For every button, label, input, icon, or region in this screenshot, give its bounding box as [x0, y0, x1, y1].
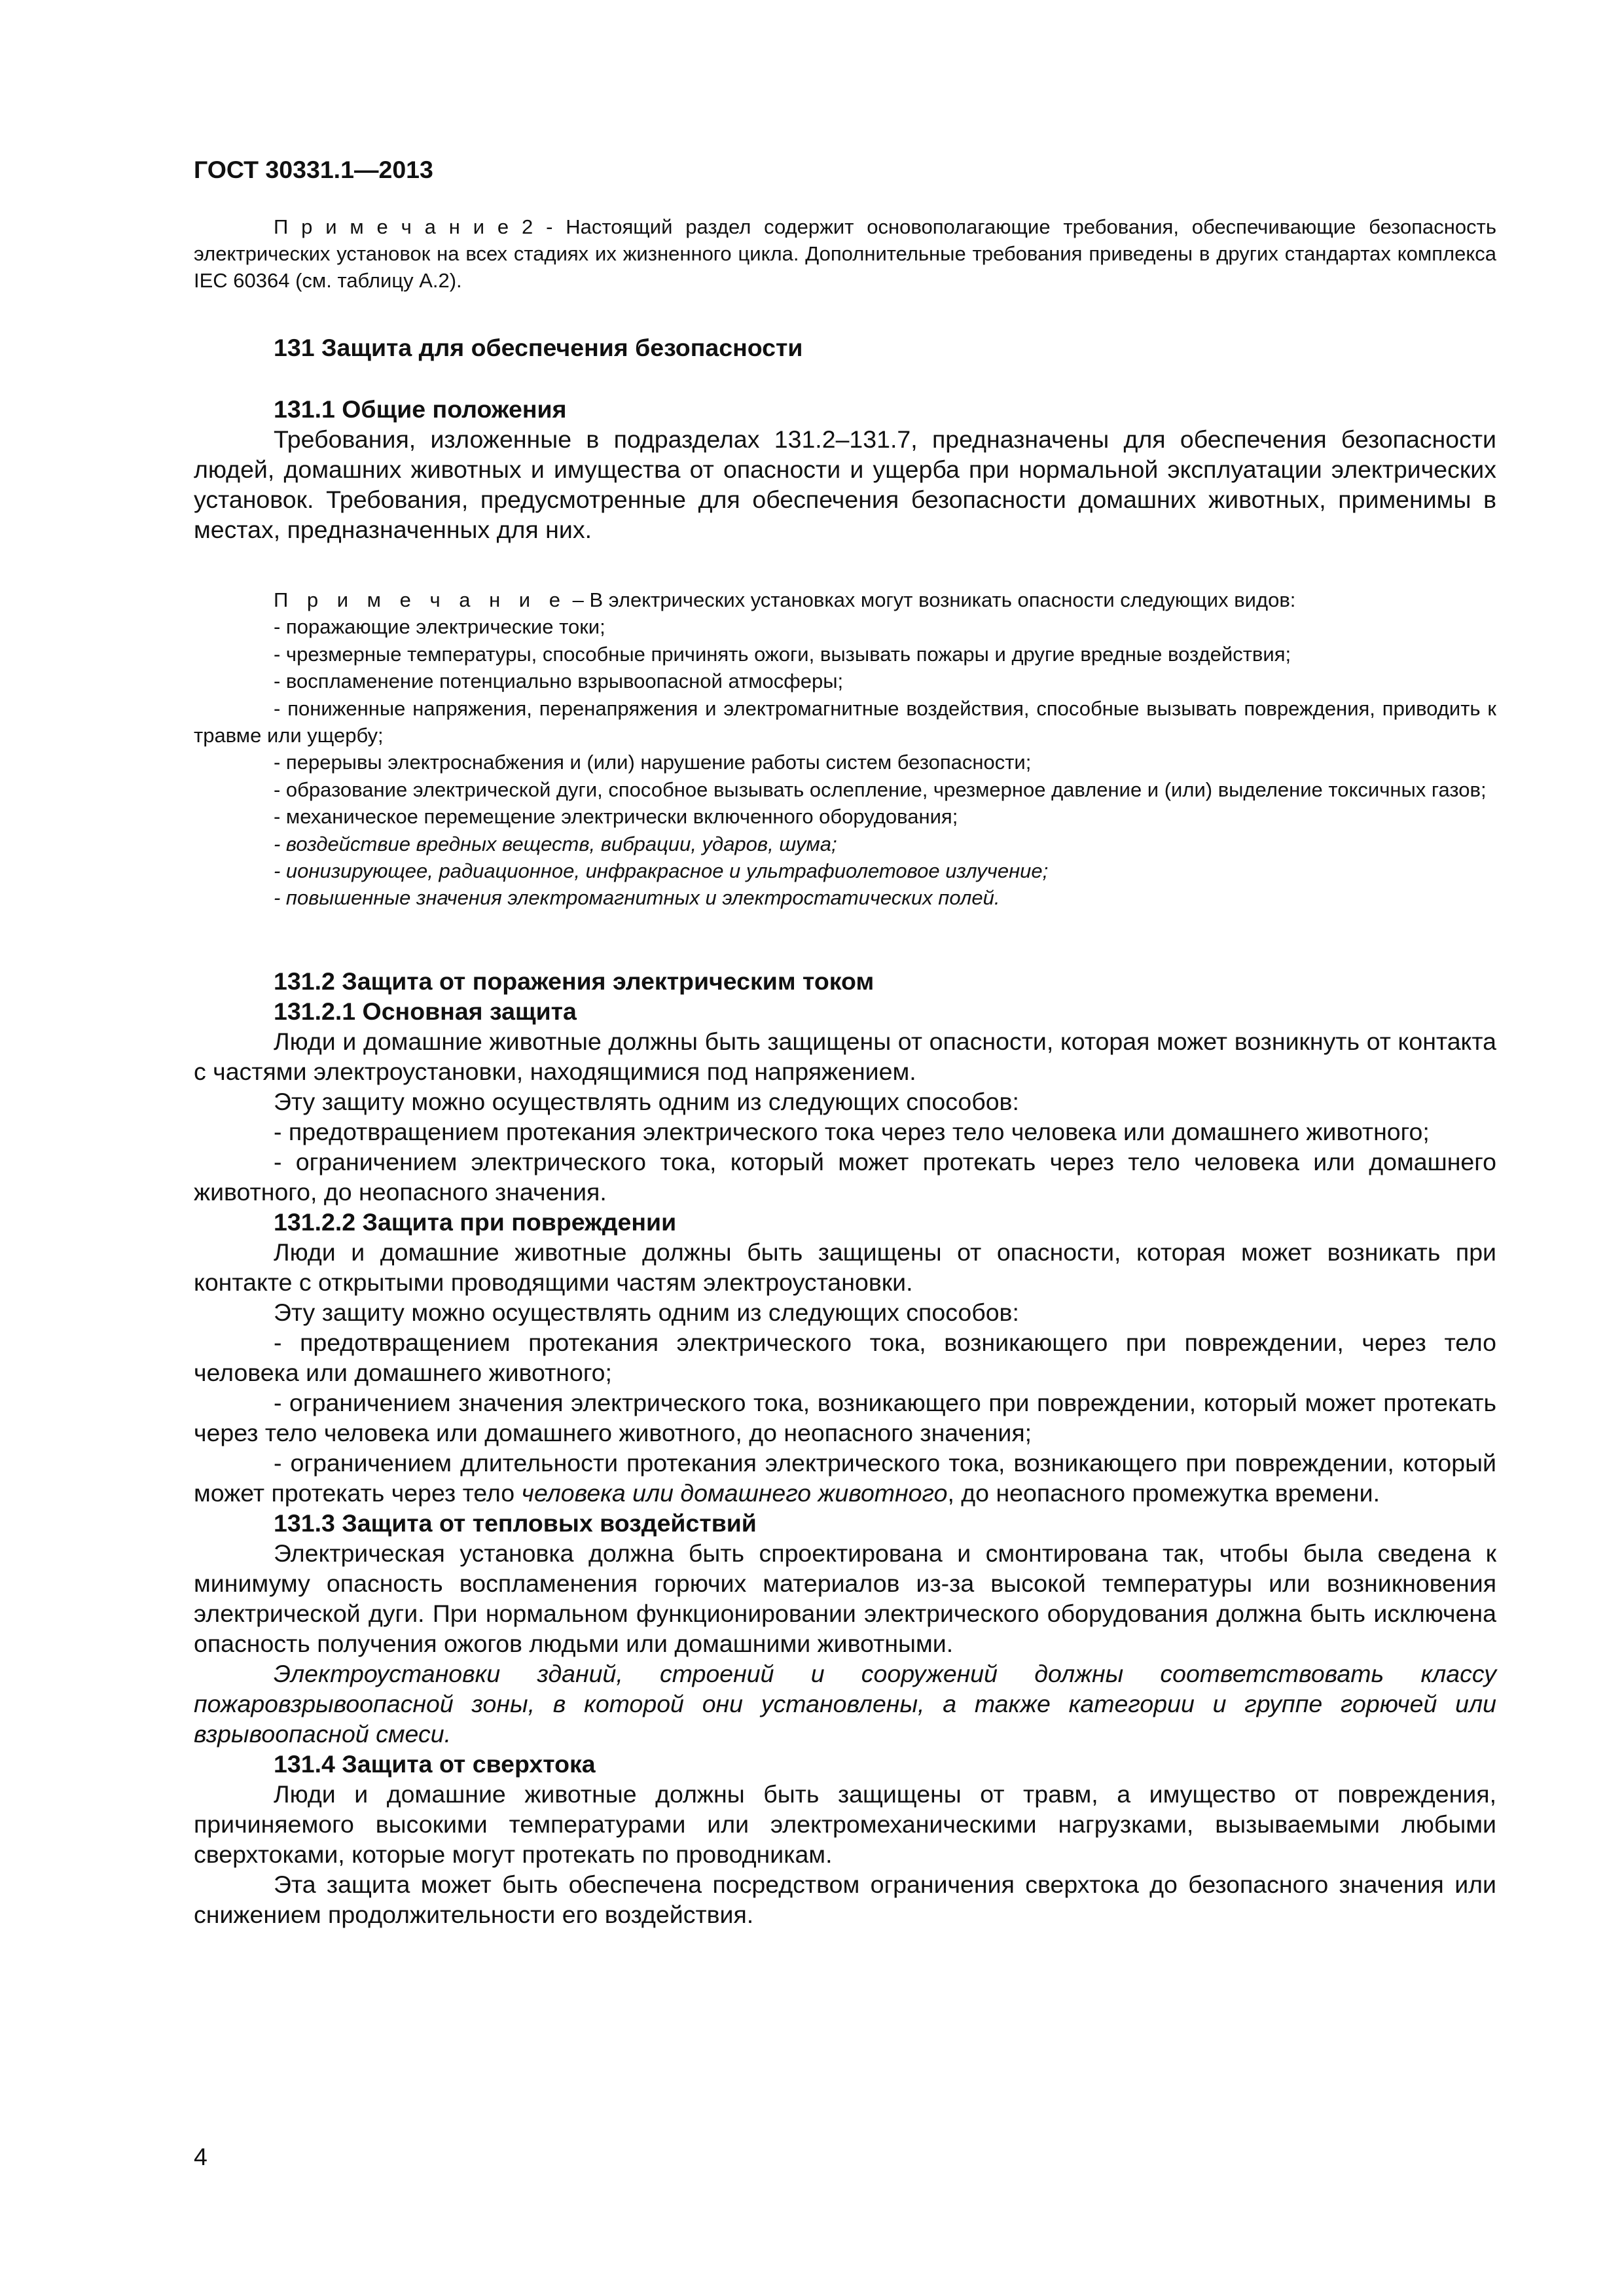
section-131-2-2-last-paragraph	[194, 1448, 1496, 1508]
section-131-3-heading: 131.3 Защита от тепловых воздействий	[274, 1509, 757, 1537]
page-number: 4	[194, 2143, 208, 2170]
note-hazards-intro-text: – В электрических установках могут возникать опасности следующих видов:	[566, 588, 1296, 611]
hazard-item: - поражающие электрические токи;	[274, 615, 605, 639]
document-code-header: ГОСТ 30331.1—2013	[194, 156, 433, 183]
hazard-item: - образование электрической дуги, способное вызывать ослепление, чрезмерное давление и (или) выделение токсичных газов;	[274, 778, 1487, 801]
note-2-text: - Настоящий раздел содержит основополагающие требования, обеспечивающие безопасность электрических установок на всех стадиях их жизненного цикла. Дополнительные требования приведены в других стандартах комплекса IEC 60364 (см. таблицу А.2).	[194, 215, 1496, 292]
note-hazards	[194, 586, 1496, 912]
last-paragraph-italic: человека или домашнего животного	[521, 1479, 948, 1507]
note-2-paragraph	[194, 213, 1496, 294]
hazard-item: - перерывы электроснабжения и (или) нарушение работы систем безопасности;	[274, 751, 1032, 774]
hazard-item-italic: - воздействие вредных веществ, вибрации, ударов, шума;	[274, 832, 837, 855]
section-131-2-1-paragraph: Эту защиту можно осуществлять одним из следующих способов:	[274, 1088, 1019, 1115]
last-paragraph-end: , до неопасного промежутка времени.	[947, 1479, 1380, 1507]
note-2	[194, 213, 1496, 294]
section-131-heading: 131 Защита для обеспечения безопасности	[274, 334, 803, 361]
section-131-3-paragraph: Электрическая установка должна быть спроектирована и смонтирована так, чтобы была сведена к минимуму опасность воспламенения горючих материалов из-за высокой температуры или возникновения электрической дуги. При нормальном функционировании электрического оборудования должна быть исключена опасность получения ожогов людьми или домашними животными.	[194, 1539, 1496, 1657]
hazard-item-italic: - ионизирующее, радиационное, инфракрасное и ультрафиолетовое излучение;	[274, 859, 1049, 883]
section-131-3-italic-paragraph: Электроустановки зданий, строений и сооружений должны соответствовать классу пожаровзрывоопасной зоны, в которой они установлены, а также категории и группе горючей или взрывоопасной смеси.	[194, 1660, 1496, 1748]
last-paragraph-start: - ограничением длительности протекания электрического тока, возникающего при повреждении, который может протекать через тело	[194, 1449, 1496, 1507]
hazard-item: - пониженные напряжения, перенапряжения и электромагнитные воздействия, способные вызывать повреждения, приводить к травме или ущербу;	[194, 696, 1496, 747]
note-2-label: П р и м е ч а н и е 2	[274, 215, 533, 238]
section-131-1-heading: 131.1 Общие положения	[274, 395, 567, 423]
section-131-4-heading: 131.4 Защита от сверхтока	[274, 1750, 596, 1778]
section-131-2-2-paragraph: - предотвращением протекания электрического тока, возникающего при повреждении, через тело человека или домашнего животного;	[194, 1329, 1496, 1386]
section-131-2-2-paragraph: - ограничением значения электрического тока, возникающего при повреждении, который может протекать через тело человека или домашнего животного, до неопасного значения;	[194, 1389, 1496, 1446]
section-131-2-1-paragraph: Люди и домашние животные должны быть защищены от опасности, которая может возникнуть от контакта с частями электроустановки, находящимися под напряжением.	[194, 1028, 1496, 1085]
hazard-item: - воспламенение потенциально взрывоопасной атмосферы;	[274, 670, 844, 693]
section-131-2-1-heading: 131.2.1 Основная защита	[274, 997, 577, 1025]
note-hazards-label: П р и м е ч а н и е	[274, 588, 567, 611]
section-131-1-text: Требования, изложенные в подразделах 131.2–131.7, предназначены для обеспечения безопасности людей, домашних животных и имущества от опасности и ущерба при нормальной эксплуатации электрических установок. Требования, предусмотренные для обеспечения безопасности домашних животных, применимы в местах, предназначенных для них.	[194, 425, 1496, 543]
section-131-2-2-paragraph: Эту защиту можно осуществлять одним из следующих способов:	[274, 1299, 1019, 1326]
section-131-4-paragraph: Эта защита может быть обеспечена посредством ограничения сверхтока до безопасного значения или снижением продолжительности его воздействия.	[194, 1871, 1496, 1928]
hazard-item-italic: - повышенные значения электромагнитных и электростатических полей.	[274, 886, 1000, 910]
section-131-1-body	[194, 424, 1496, 545]
note-hazards-intro	[194, 586, 1496, 613]
section-131-2-heading: 131.2 Защита от поражения электрическим током	[274, 967, 875, 995]
section-131-2-1-paragraph: - ограничением электрического тока, который может протекать через тело человека или домашнего животного, до неопасного значения.	[194, 1148, 1496, 1206]
section-131-2-2-paragraph: Люди и домашние животные должны быть защищены от опасности, которая может возникать при контакте с открытыми проводящими частям электроустановки.	[194, 1238, 1496, 1296]
hazard-item: - механическое перемещение электрически включенного оборудования;	[274, 805, 958, 829]
section-131-2-to-131-4	[194, 966, 1496, 1929]
section-131-2-2-heading: 131.2.2 Защита при повреждении	[274, 1208, 677, 1236]
hazard-item: - чрезмерные температуры, способные причинять ожоги, вызывать пожары и другие вредные воздействия;	[274, 642, 1291, 666]
section-131-4-paragraph: Люди и домашние животные должны быть защищены от травм, а имущество от повреждения, причиняемого высокими температурами или электромеханическими нагрузками, вызываемыми любыми сверхтоками, которые могут протекать по проводникам.	[194, 1780, 1496, 1868]
section-131-2-1-paragraph: - предотвращением протекания электрического тока через тело человека или домашнего животного;	[274, 1118, 1430, 1145]
